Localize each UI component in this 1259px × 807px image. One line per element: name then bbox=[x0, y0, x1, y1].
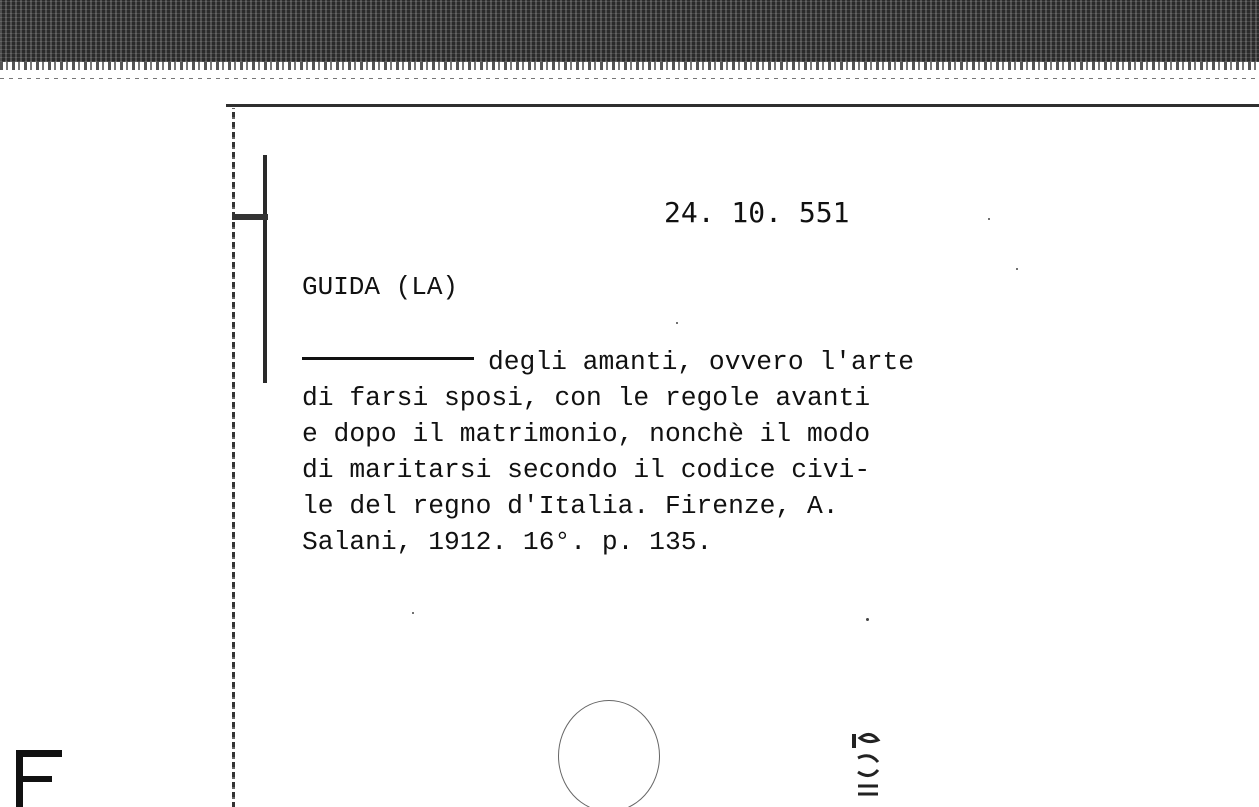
description-line-5: le del regno d'Italia. Firenze, A. bbox=[302, 491, 839, 521]
description-line-2: di farsi sposi, con le regole avanti bbox=[302, 383, 871, 413]
entry-description bbox=[302, 344, 914, 560]
entry-heading: GUIDA (LA) bbox=[302, 272, 459, 302]
scanner-top-band bbox=[0, 0, 1259, 66]
scanner-band-edge bbox=[0, 62, 1259, 70]
speck bbox=[1016, 268, 1018, 270]
margin-letter-f-icon bbox=[16, 748, 64, 807]
description-line-1 bbox=[302, 344, 914, 380]
description-line-1-text: degli amanti, ovvero l'arte bbox=[488, 347, 915, 377]
rotated-stamp-icon bbox=[848, 728, 882, 807]
speck bbox=[676, 322, 678, 324]
faint-scan-line bbox=[0, 78, 1259, 79]
speck bbox=[866, 618, 869, 621]
card-left-edge bbox=[232, 108, 235, 807]
speck bbox=[988, 218, 990, 220]
card-tab-line bbox=[263, 155, 267, 383]
call-number: 24. 10. 551 bbox=[664, 196, 850, 229]
card-tab-foot bbox=[232, 214, 268, 220]
repeat-heading-rule bbox=[302, 357, 474, 360]
description-line-6: Salani, 1912. 16°. p. 135. bbox=[302, 527, 713, 557]
description-line-4: di maritarsi secondo il codice civi- bbox=[302, 455, 871, 485]
description-line-3: e dopo il matrimonio, nonchè il modo bbox=[302, 419, 871, 449]
card-top-edge bbox=[226, 104, 1259, 107]
punch-hole-icon bbox=[558, 700, 660, 807]
speck bbox=[412, 612, 414, 614]
